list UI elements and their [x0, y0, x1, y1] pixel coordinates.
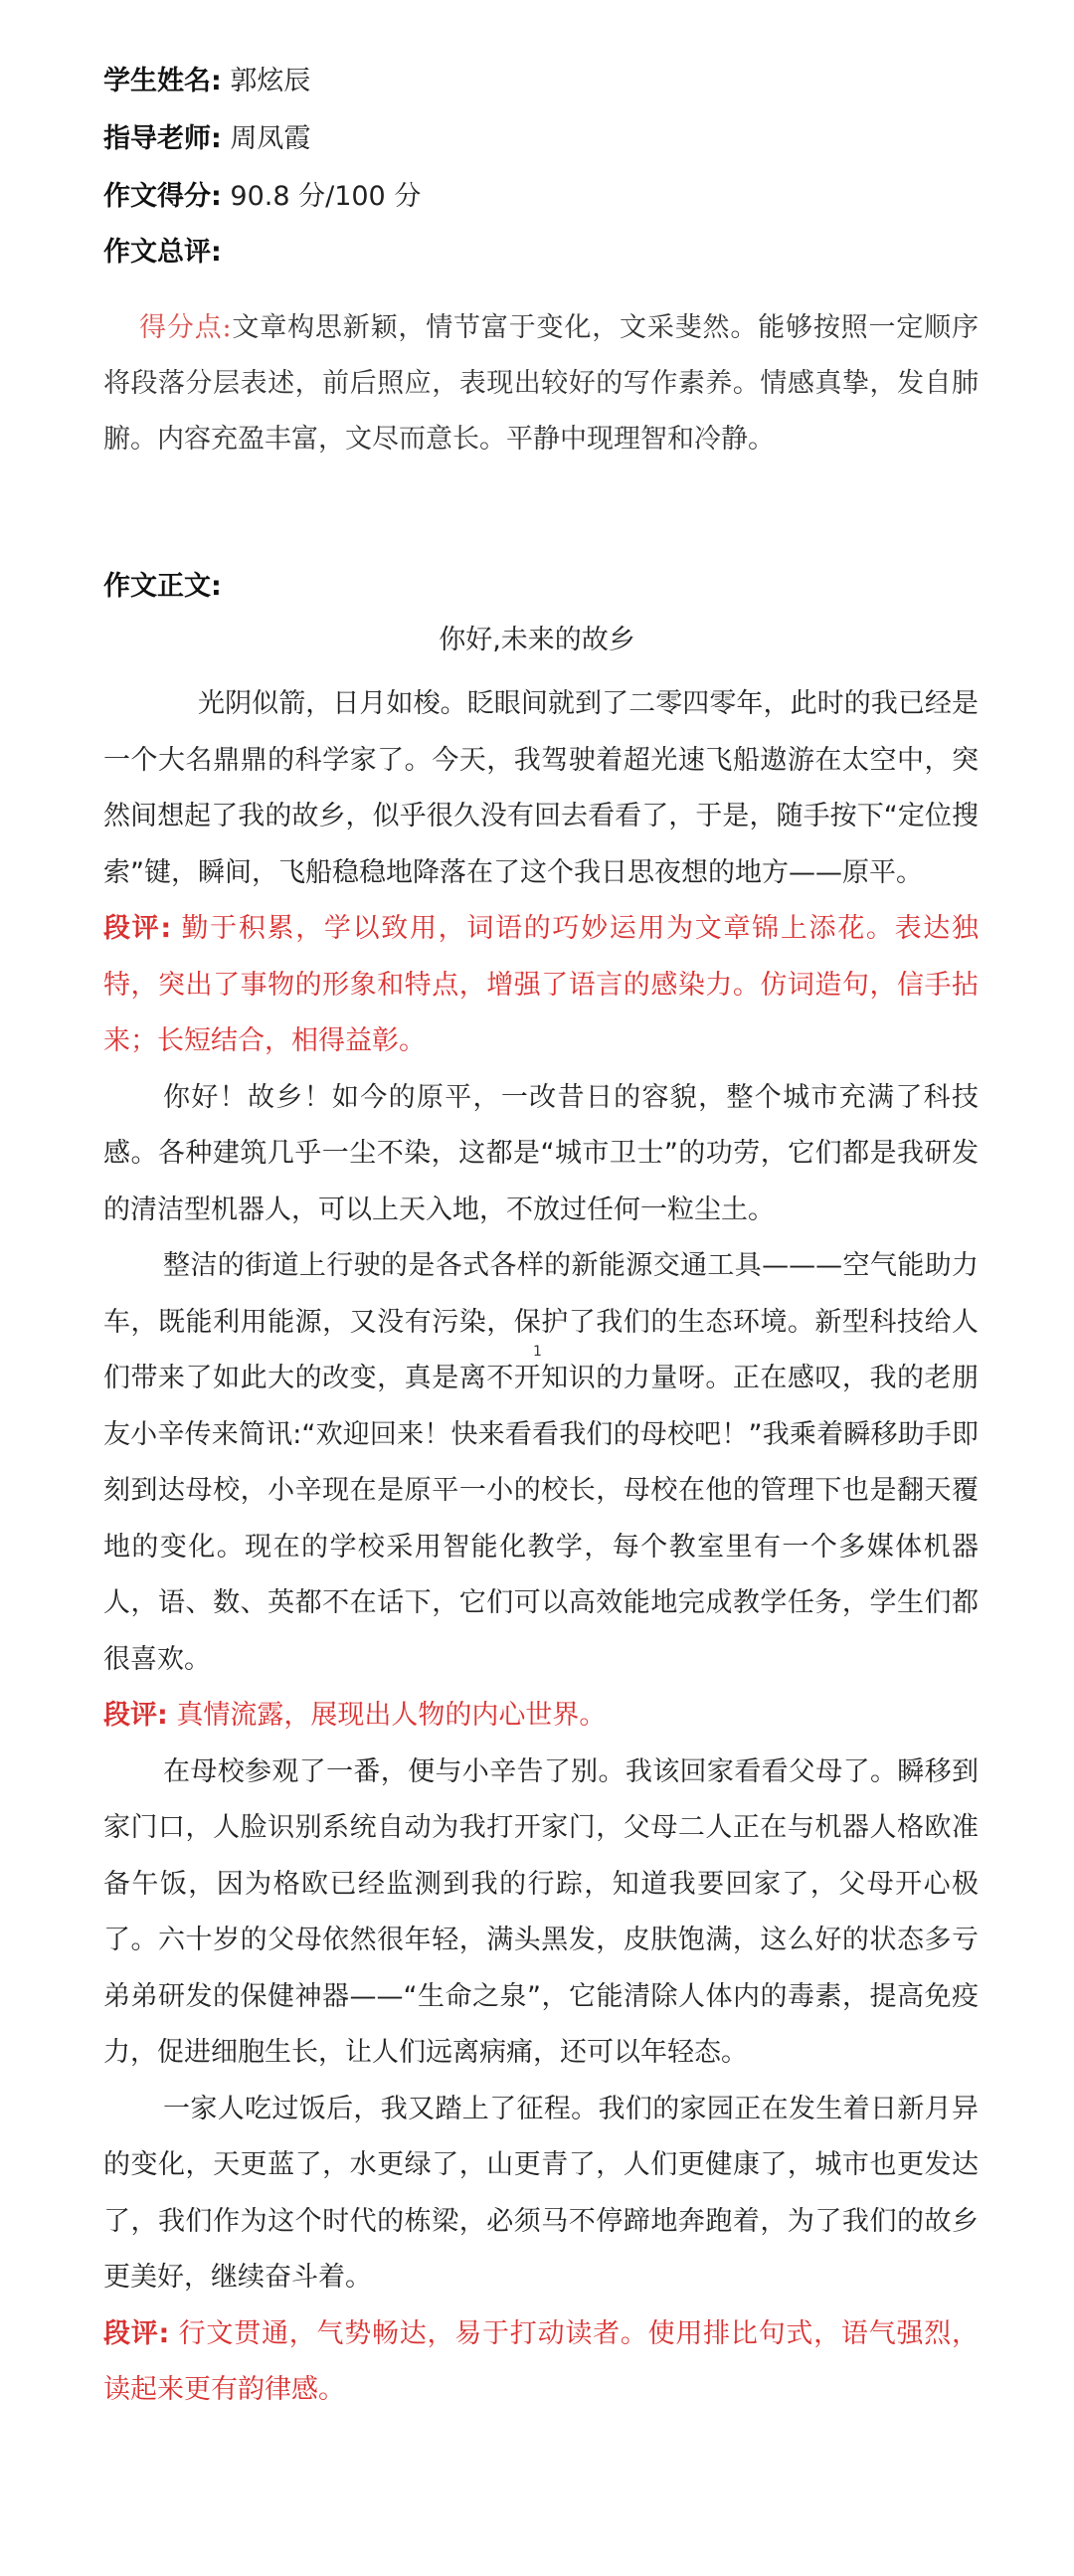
review-text: 真情流露，展现出人物的内心世界。 — [176, 1700, 607, 1731]
teacher-line — [103, 119, 310, 159]
paragraph-review — [103, 901, 979, 1070]
essay-section-title: 作文正文: — [103, 571, 222, 602]
review-label: 段评: — [103, 2317, 170, 2349]
review-label: 段评: — [103, 913, 172, 944]
teacher-value: 周凤霞 — [230, 123, 311, 154]
student-name-line — [103, 62, 310, 101]
essay-title: 你好,未来的故乡 — [439, 625, 635, 655]
score-label: 作文得分: — [103, 181, 222, 212]
score-point-label: 得分点: — [139, 312, 232, 343]
page-number: 1 — [533, 1344, 542, 1360]
summary-label: 作文总评: — [103, 237, 222, 268]
summary-comment — [103, 300, 979, 467]
teacher-label: 指导老师: — [103, 123, 222, 154]
paragraph-review — [103, 1688, 979, 1745]
paragraph-review — [103, 2306, 979, 2419]
review-text: 行文贯通，气势畅达，易于打动读者。使用排比句式，语气强烈，读起来更有韵律感。 — [103, 2317, 979, 2405]
student-name-value: 郭炫辰 — [230, 66, 311, 96]
review-label: 段评: — [103, 1700, 168, 1731]
essay-paragraph: 一家人吃过饭后，我又踏上了征程。我们的家园正在发生着日新月异的变化，天更蓝了，水更绿了，山更青了，人们更健康了，城市也更发达了，我们作为这个时代的栋梁，必须马不停蹄地奔跑着，为了我们的故乡更美好，继续奋斗着。 — [103, 2093, 979, 2293]
student-name-label: 学生姓名: — [103, 66, 222, 96]
summary-text: 文章构思新颖，情节富于变化，文采斐然。能够按照一定顺序将段落分层表述，前后照应，表现出较好的写作素养。情感真挚，发自肺腑。内容充盈丰富，文尽而意长。平静中现理智和冷静。 — [103, 312, 979, 455]
essay-paragraph: 你好！故乡！如今的原平，一改昔日的容貌，整个城市充满了科技感。各种建筑几乎一尘不染，这都是“城市卫士”的功劳，它们都是我研发的清洁型机器人，可以上天入地，不放过任何一粒尘土。 — [103, 1081, 979, 1225]
essay-paragraph: 光阴似箭，日月如梭。眨眼间就到了二零四零年，此时的我已经是一个大名鼎鼎的科学家了。今天，我驾驶着超光速飞船遨游在太空中，突然间想起了我的故乡，似乎很久没有回去看看了，于是，随手按下“定位搜索”键，瞬间，飞船稳稳地降落在了这个我日思夜想的地方——原平。 — [103, 688, 979, 888]
score-value: 90.8 分/100 分 — [230, 181, 422, 212]
summary-heading — [103, 233, 222, 273]
essay-paragraph: 在母校参观了一番，便与小辛告了别。我该回家看看父母了。瞬移到家门口，人脸识别系统自动为我打开家门，父母二人正在与机器人格欧准备午饭，因为格欧已经监测到我的行踪，知道我要回家了，父母开心极了。六十岁的父母依然很年轻，满头黑发，皮肤饱满，这么好的状态多亏弟弟研发的保健神器——“生命之泉”，它能清除人体内的毒素，提高免疫力，促进细胞生长，让人们远离病痛，还可以年轻态。 — [103, 1755, 979, 2068]
essay-paragraph: 整洁的街道上行驶的是各式各样的新能源交通工具———空气能助力车，既能利用能源，又没有污染，保护了我们的生态环境。新型科技给人们带来了如此大的改变，真是离不开知识的力量呀。正在感叹，我的老朋友小辛传来简讯:“欢迎回来！快来看看我们的母校吧！”我乘着瞬移助手即刻到达母校，小辛现在是原平一小的校长，母校在他的管理下也是翻天覆地的变化。现在的学校采用智能化教学，每个教室里有一个多媒体机器人，语、数、英都不在话下，它们可以高效能地完成教学任务，学生们都很喜欢。 — [103, 1250, 979, 1675]
score-line — [103, 177, 421, 217]
review-text: 勤于积累，学以致用，词语的巧妙运用为文章锦上添花。表达独特，突出了事物的形象和特点，增强了语言的感染力。仿词造句，信手拈来；长短结合，相得益彰。 — [103, 913, 979, 1056]
essay-body — [103, 676, 979, 2419]
